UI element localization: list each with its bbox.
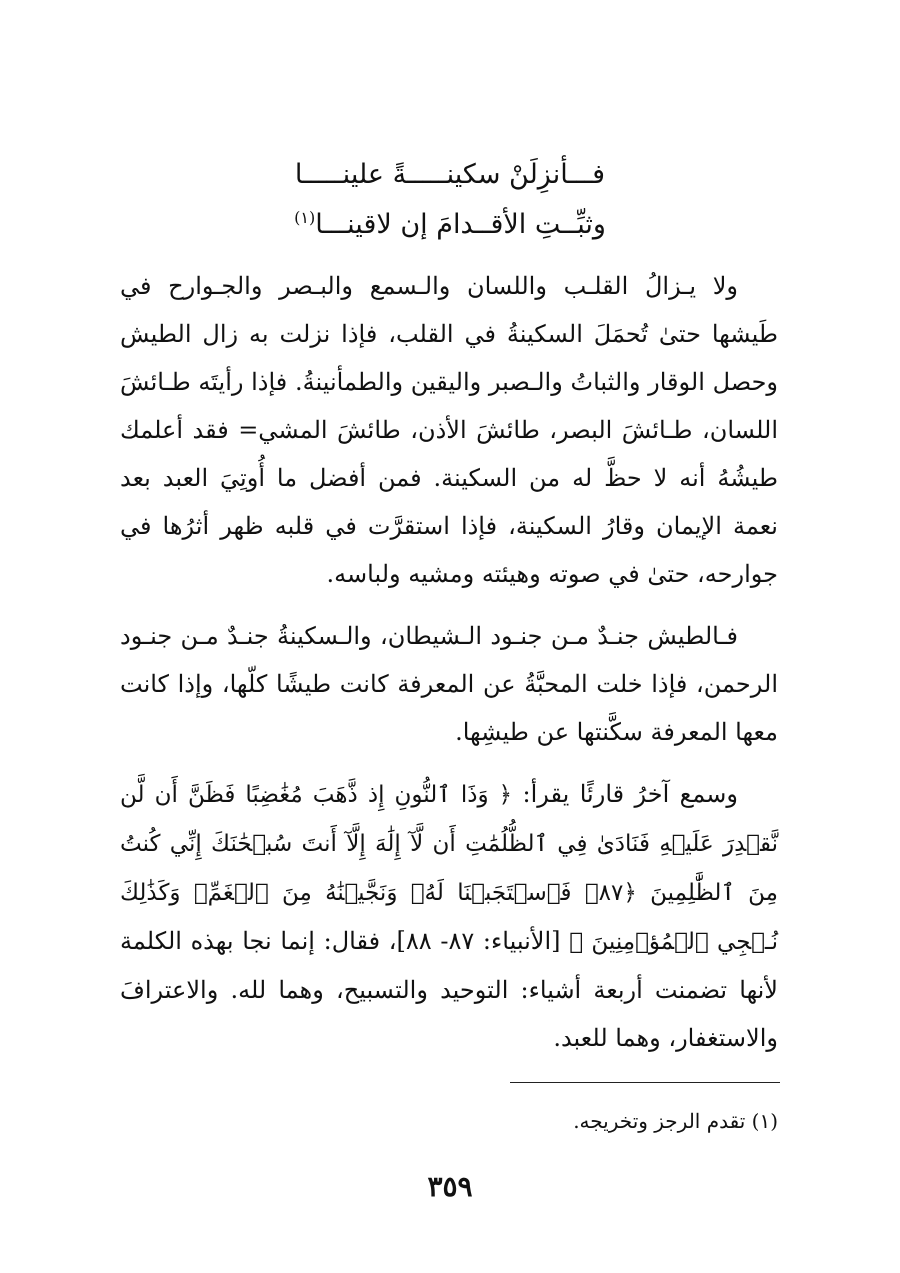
- verse-line-1: فـــأنزِلَنْ سكينـــــةً علينـــــا: [294, 159, 606, 190]
- footnote-divider: [510, 1082, 780, 1083]
- paragraph-3-rest: [الأنبياء: ٨٧- ٨٨]، فقال: إنما نجا بهذه الكلمة لأنها تضمنت أربعة أشياء: التوحيد والتسبيح، وهما لله. والاعترافَ والاستغفار، وهما للعبد.: [120, 927, 778, 1052]
- main-text: [120, 262, 778, 1076]
- paragraph-3-intro: وسمع آخرُ قارئًا يقرأ:: [522, 780, 738, 808]
- page-number: ٣٥٩: [427, 1170, 473, 1203]
- poem-verse: [0, 150, 900, 250]
- paragraph-3: [120, 770, 778, 1062]
- paragraph-2: فـالطيش جنـدٌ مـن جنـود الـشيطان، والـسكينةُ جنـدٌ مـن جنـود الرحمن، فإذا خلت المحبَّةُ عن المعرفة كانت طيشًا كلّها، وإذا كانت معها المعرفة سكَّنتها عن طيشِها.: [120, 622, 778, 746]
- verse-line-2: [0, 200, 900, 250]
- paragraph-1: ولا يـزالُ القلـب واللسان والـسمع والبـصر والجـوارح في طَيشها حتىٰ تُحمَلَ السكينةُ في القلب، فإذا نزلت به زال الطيش وحصل الوقار والثباتُ والـصبر واليقين والطمأنينةُ. فإذا رأيتَه طـائشَ اللسان، طـائشَ البصر، طائشَ الأذن، طائشَ المشي= فقد أعلمك طيشُهُ أنه لا حظَّ له من السكينة. فمن أفضل ما أُوتِيَ العبد بعد نعمة الإيمان وقارُ السكينة، فإذا استقرَّت في قلبه ظهر أثرُها في جوارحه، حتىٰ في صوته وهيئته ومشيه ولباسه.: [120, 272, 778, 588]
- verse-line-2-text: وثبِّــتِ الأقــدامَ إن لاقينـــا: [315, 209, 606, 240]
- footnote: (١) تقدم الرجز وتخريجه.: [573, 1109, 778, 1133]
- quran-verse: ﴿ وَذَا ٱلنُّونِ إِذ ذَّهَبَ مُغَٰضِبًا فَظَنَّ أَن لَّن نَّقۡدِرَ عَلَيۡهِ فَنَادَىٰ فِي ٱلظُّلُمَٰتِ أَن لَّآ إِلَٰهَ إِلَّآ أَنتَ سُبۡحَٰنَكَ إِنِّي كُنتُ مِنَ ٱلظَّٰلِمِينَ ﴿٨٧﴾ فَٱسۡتَجَبۡنَا لَهُۥ وَنَجَّيۡنَٰهُ مِنَ ٱلۡغَمِّۚ وَكَذَٰلِكَ نُـۨجِي ٱلۡمُؤۡمِنِينَ ﴾: [120, 782, 779, 955]
- footnote-reference: (١): [294, 208, 316, 227]
